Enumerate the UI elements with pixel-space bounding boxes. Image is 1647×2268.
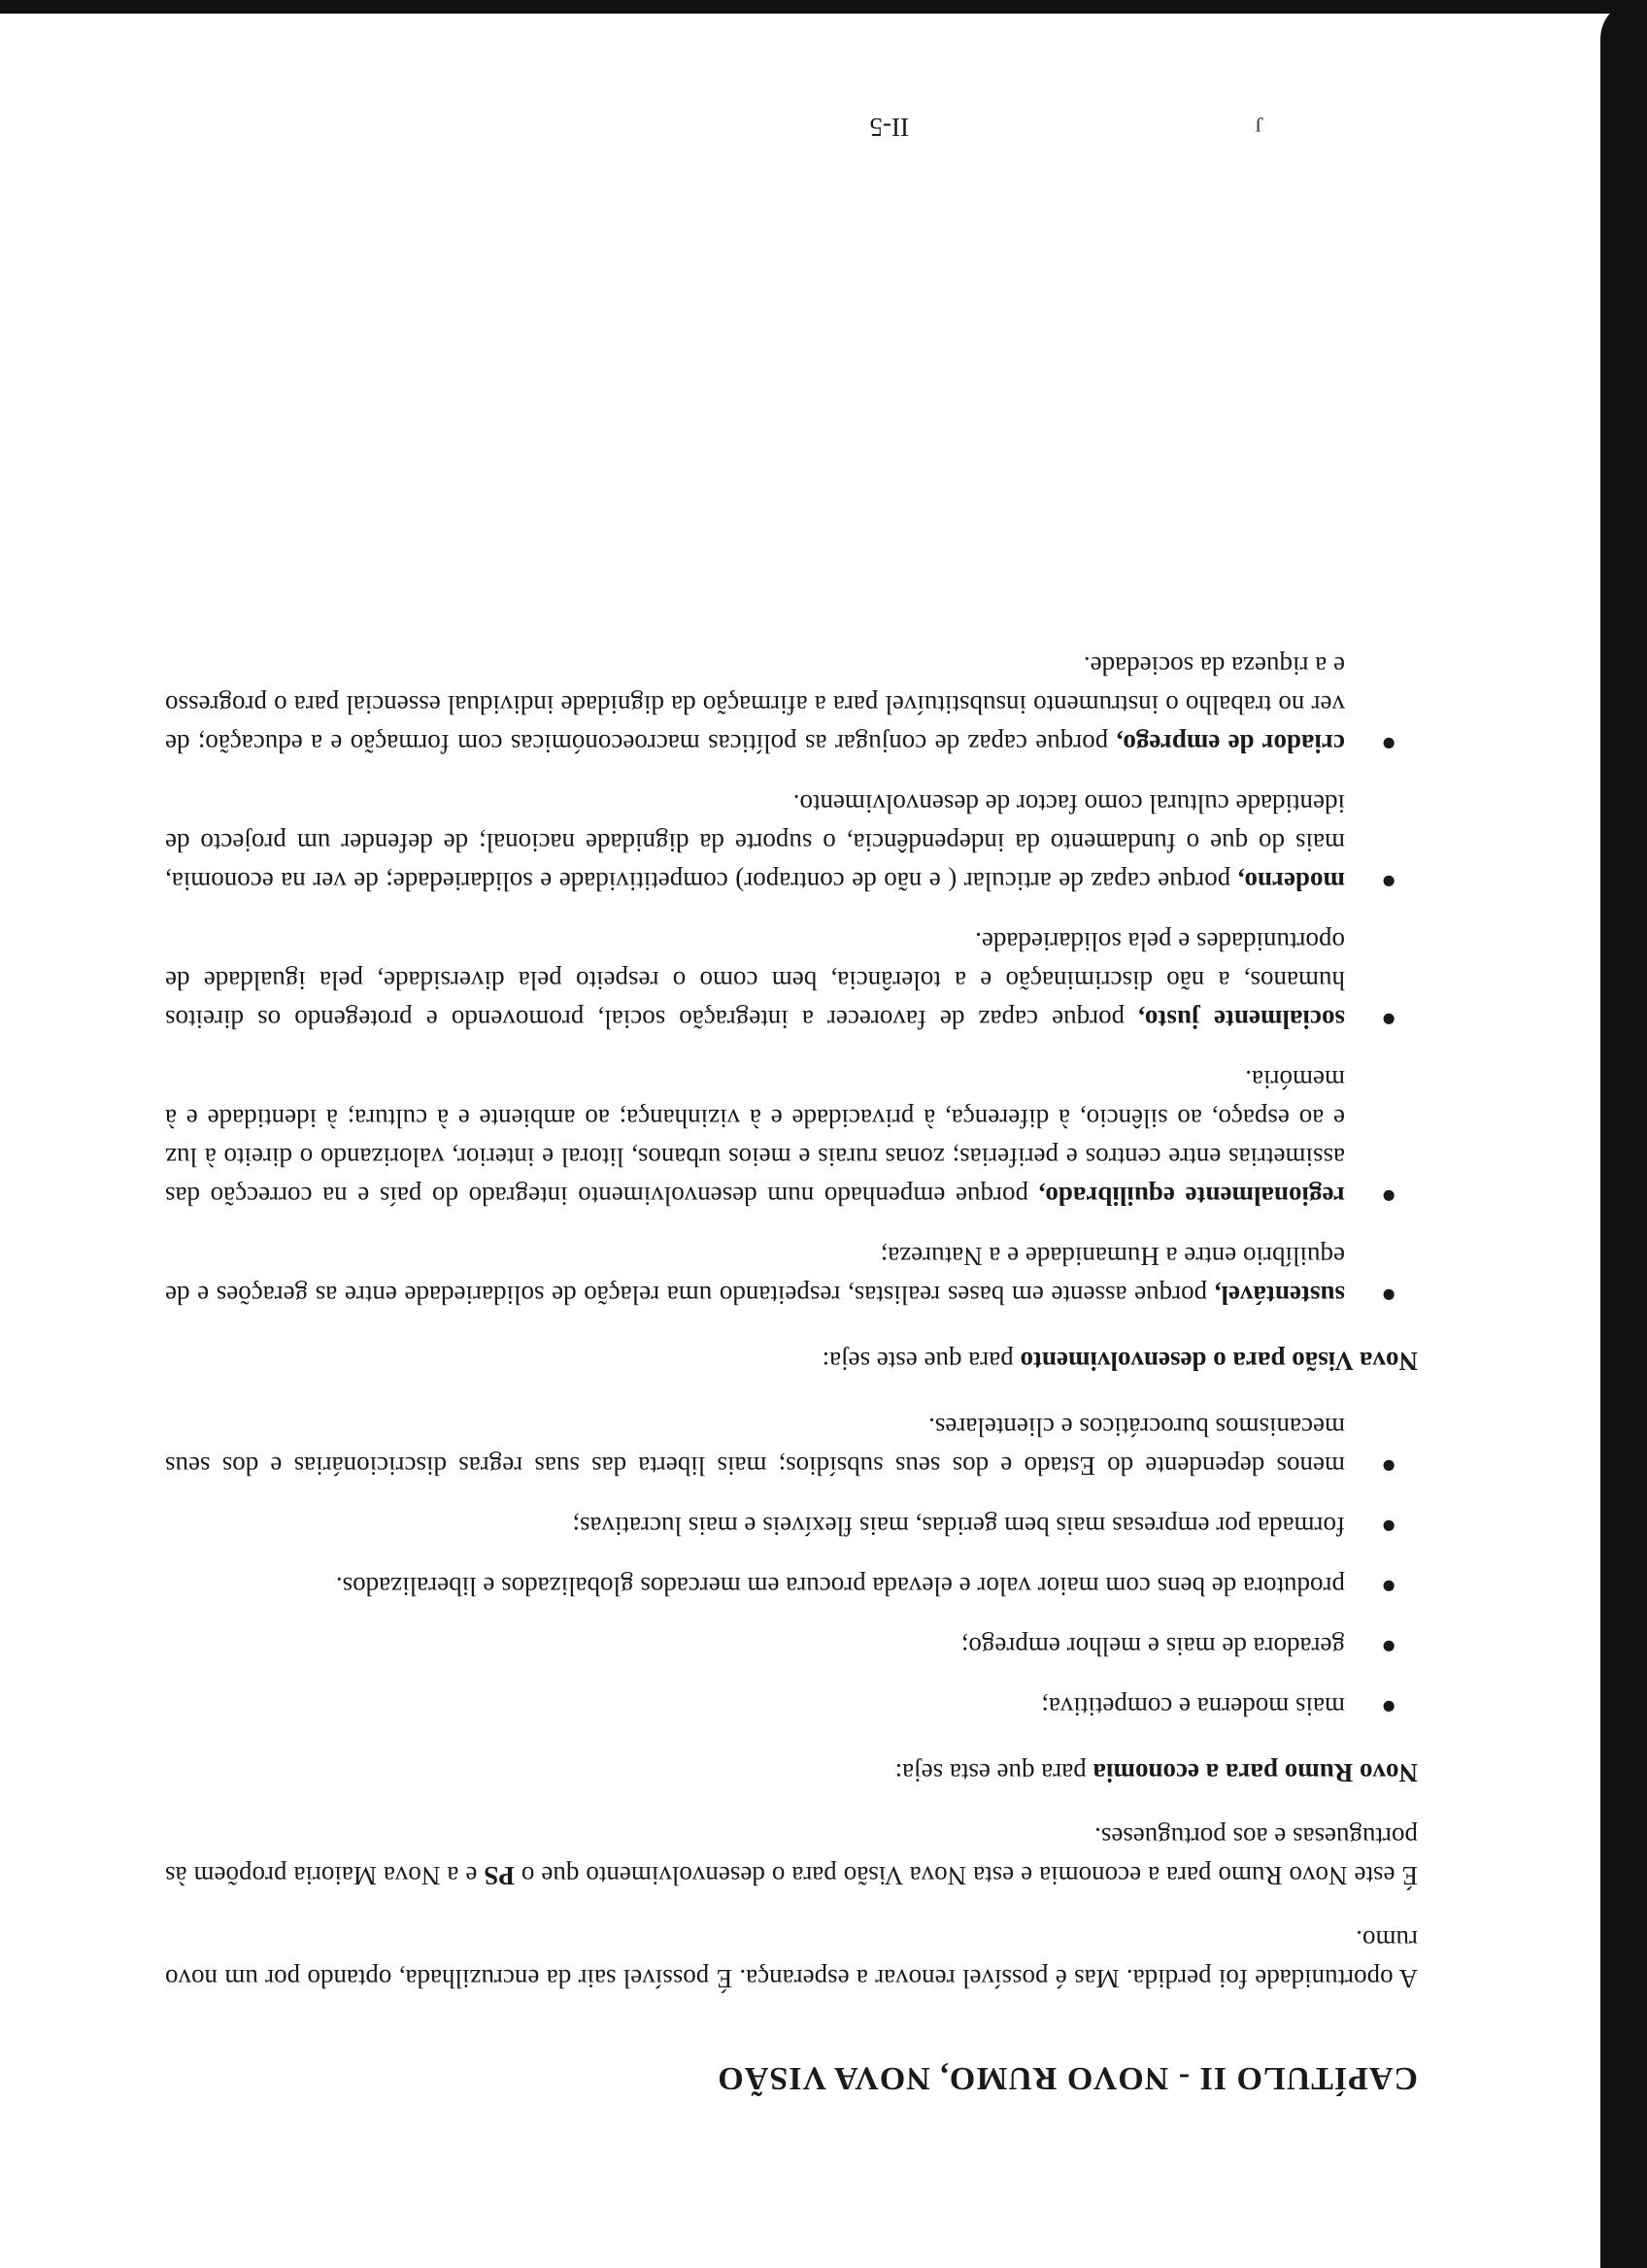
bullet-icon: ● xyxy=(1381,1452,1396,1481)
list-item xyxy=(165,784,1418,901)
list-item-keyword: socialmente justo, xyxy=(1138,1005,1345,1034)
heading-bold: Nova Visão para o desenvolvimento xyxy=(1020,1347,1418,1376)
intro-paragraph-2 xyxy=(165,1818,1418,1895)
list-item-text: porque capaz de articular ( e não de contrapor) competitividade e solidariedade; de ver na economia, mais do que o fundamento da independência, o suporte da dignidade nacional; de defender um projecto de identidade cultural como factor de desenvolvimento. xyxy=(165,789,1345,896)
list-item-text: mais moderna e competitiva; xyxy=(1041,1692,1345,1721)
bullet-icon: ● xyxy=(1381,1282,1396,1310)
heading-rest: para que este seja: xyxy=(822,1347,1021,1376)
list-item xyxy=(165,1060,1418,1216)
list-item-text: porque empenhado num desenvolvimento integrado do país e na correcção das assimetrias entre centros e periferias; zonas rurais e meios urbanos, litoral e interior, valorizando o direito à luz e ao espaço, ao silêncio, à diferença, à privacidade e à vizinhança; ao ambiente e à cultura; à identidade e à memória. xyxy=(165,1065,1345,1211)
page-number: II-5 xyxy=(869,113,909,142)
list-item-text: porque capaz de conjugar as políticas macroeconómicas com formação e a educação; de ver no trabalho o instrumento insubstituível para a afirmação da dignidade individual essencial para o progresso e a riqueza da sociedade. xyxy=(165,651,1345,758)
list-item-text: menos dependente do Estado e dos seus subsídios; mais liberta das suas regras discricionárias e dos seus mecanismos burocráticos e clientelares. xyxy=(165,1413,1345,1481)
intro-paragraph-1: A oportunidade foi perdida. Mas é possível renovar a esperança. É possível sair da encruzilhada, optando por um novo rumo. xyxy=(165,1925,1418,1993)
list-item-text: formada por empresas mais bem geridas, mais flexíveis e mais lucrativas; xyxy=(572,1512,1345,1541)
economia-list xyxy=(165,1408,1418,1726)
stray-mark: J xyxy=(1255,113,1263,137)
list-item xyxy=(165,1567,1418,1606)
bullet-icon: ● xyxy=(1381,1183,1396,1211)
list-item xyxy=(165,1507,1418,1546)
ps-abbrev: PS xyxy=(484,1861,515,1890)
list-item-keyword: regionalmente equilibrado, xyxy=(1038,1182,1345,1211)
chapter-title: CAPÍTULO II - NOVO RUMO, NOVA VISÃO xyxy=(717,2060,1418,2096)
list-item xyxy=(165,1408,1418,1485)
list-item xyxy=(165,922,1418,1039)
heading-rest: para que esta seja: xyxy=(894,1758,1093,1787)
list-item-text: geradora de mais e melhor emprego; xyxy=(960,1632,1345,1661)
page-content xyxy=(165,619,1418,2097)
bullet-icon: ● xyxy=(1381,1693,1396,1721)
intro-paragraph-2-part-b: e a Nova Maioria propõem às portuguesas e aos portugueses. xyxy=(164,1822,1418,1890)
list-item-keyword: moderno, xyxy=(1237,867,1345,896)
list-item-keyword: sustentável, xyxy=(1214,1281,1345,1310)
bullet-icon: ● xyxy=(1381,730,1396,758)
desenvolvimento-list xyxy=(165,647,1418,1315)
list-item-text: produtora de bens com maior valor e elevada procura em mercados globalizados e liberalizados. xyxy=(335,1572,1345,1601)
bullet-icon: ● xyxy=(1381,1573,1396,1601)
section-heading-desenvolvimento xyxy=(165,1342,1418,1381)
section-heading-economia xyxy=(165,1753,1418,1792)
list-item xyxy=(165,1627,1418,1666)
intro-paragraph-2-part-a: É este Novo Rumo para a economia e esta Nova Visão para o desenvolvimento que o xyxy=(514,1861,1418,1890)
list-item-text: porque assente em bases realistas, respeitando uma relação de solidariedade entre as gerações e de equilíbrio entre a Humanidade e a Natureza; xyxy=(165,1242,1345,1310)
list-item-keyword: criador de emprego, xyxy=(1116,729,1345,758)
bullet-icon: ● xyxy=(1381,868,1396,896)
list-item xyxy=(165,647,1418,763)
bullet-icon: ● xyxy=(1381,1006,1396,1034)
list-item-text: porque capaz de favorecer a integração social, promovendo e protegendo os direitos humanos, a não discriminação e a tolerância, bem como o respeito pela diversidade, pela igualdade de oportunidades e pela solidariedade. xyxy=(165,927,1345,1034)
bullet-icon: ● xyxy=(1381,1633,1396,1661)
heading-bold: Novo Rumo para a economia xyxy=(1092,1758,1418,1787)
list-item xyxy=(165,1237,1418,1315)
list-item xyxy=(165,1687,1418,1726)
bullet-icon: ● xyxy=(1381,1513,1396,1541)
